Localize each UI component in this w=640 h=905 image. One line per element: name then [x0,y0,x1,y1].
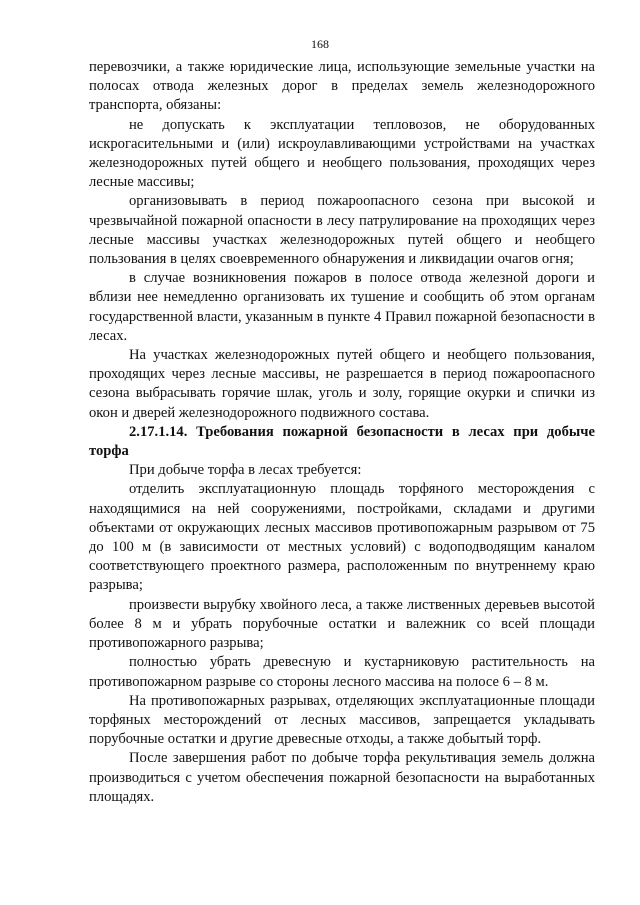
paragraph: не допускать к эксплуатации тепловозов, не оборудованных искрогасительными и (или) искроулавливающими устройствами на участках железнодорожных путей общего и необщего пользования, проходящих через лесные массивы; [89,116,595,191]
paragraph: произвести вырубку хвойного леса, а также лиственных деревьев высотой более 8 м и убрать порубочные остатки и валежник со всей площади противопожарного разрыва; [89,596,595,652]
paragraph: На противопожарных разрывах, отделяющих эксплуатационные площади торфяных месторождений от лесных массивов, запрещается укладывать порубочные остатки и другие древесные отходы, а также добытый торф. [89,692,595,748]
paragraph: отделить эксплуатационную площадь торфяного месторождения с находящимися на ней сооружениями, постройками, складами и другими объектами от окружающих лесных массивов противопожарным разрывом от 75 до 100 м (в зависимости от местных условий) с водоподводящим каналом соответствующего проектного размера, расположенным по внутреннему краю разрыва; [89,481,595,594]
paragraph: организовывать в период пожароопасного сезона при высокой и чрезвычайной пожарной опасности в лесу патрулирование на проходящих через лесные массивы участках железнодорожных путей общего и необщего пользования в целях своевременного обнаружения и ликвидации очагов огня; [89,193,595,268]
paragraph: в случае возникновения пожаров в полосе отвода железной дороги и вблизи нее немедленно организовать их тушение и сообщить об этом органам государственной власти, указанным в пункте 4 Правил пожарной безопасности в лесах. [89,270,595,344]
page-number: 168 [311,37,329,51]
paragraph: При добыче торфа в лесах требуется: [129,462,362,479]
paragraph: На участках железнодорожных путей общего и необщего пользования, проходящих через лесные массивы, не разрешается в период пожароопасного сезона выбрасывать горячие шлак, уголь и золу, горящие окурки и спички из окон и дверей железнодорожного подвижного состава. [89,347,595,421]
paragraph: После завершения работ по добыче торфа рекультивация земель должна производиться с учетом обеспечения пожарной безопасности на выработанных площадях. [89,750,595,805]
paragraph: перевозчики, а также юридические лица, использующие земельные участки на полосах отвода железных дорог в пределах земель железнодорожного транспорта, обязаны: [89,59,595,114]
paragraph: полностью убрать древесную и кустарниковую растительность на противопожарном разрыве со стороны лесного массива на полосе 6 – 8 м. [89,654,595,690]
page-body [89,58,595,807]
section-heading: 2.17.1.14. Требования пожарной безопасности в лесах при добыче торфа [89,423,595,460]
